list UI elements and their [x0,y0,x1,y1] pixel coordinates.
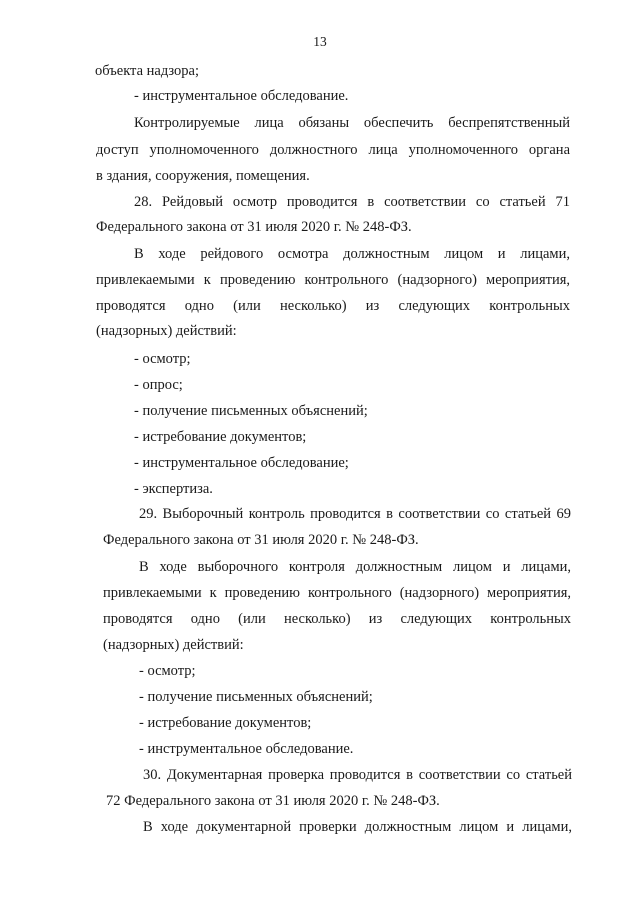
text-line: доступ уполномоченного должностного лица уполномоченного органа [96,142,570,158]
list-item: - опрос; [134,377,183,393]
list-item: - экспертиза. [134,481,213,497]
text-line: 30. Документарная проверка проводится в соответствии со статьей [143,767,572,783]
list-item: - осмотр; [134,351,191,367]
list-item: - инструментальное обследование. [134,88,349,104]
text-line: проводятся одно (или несколько) из следующих контрольных [103,611,571,627]
text-line: Контролируемые лица обязаны обеспечить беспрепятственный [134,115,570,131]
text-line: 28. Рейдовый осмотр проводится в соответствии со статьей 71 [134,194,570,210]
text-line: привлекаемыми к проведению контрольного (надзорного) мероприятия, [96,272,570,288]
list-item: - инструментальное обследование. [139,741,354,757]
list-item: - осмотр; [139,663,196,679]
text-line: 29. Выборочный контроль проводится в соответствии со статьей 69 [139,506,571,522]
list-item: - получение письменных объяснений; [139,689,373,705]
text-line: 72 Федерального закона от 31 июля 2020 г. № 248-ФЗ. [106,793,440,809]
text-line: (надзорных) действий: [96,323,237,339]
text-line: В ходе документарной проверки должностным лицом и лицами, [143,819,572,835]
text-line: привлекаемыми к проведению контрольного (надзорного) мероприятия, [103,585,571,601]
text-line: Федерального закона от 31 июля 2020 г. № 248-ФЗ. [96,219,412,235]
text-line: объекта надзора; [95,63,199,79]
text-line: Федерального закона от 31 июля 2020 г. № 248-ФЗ. [103,532,419,548]
text-line: (надзорных) действий: [103,637,244,653]
list-item: - истребование документов; [139,715,312,731]
list-item: - истребование документов; [134,429,307,445]
text-line: В ходе выборочного контроля должностным лицом и лицами, [139,559,571,575]
list-item: - получение письменных объяснений; [134,403,368,419]
text-line: в здания, сооружения, помещения. [96,168,310,184]
page-number: 13 [313,34,327,49]
text-line: В ходе рейдового осмотра должностным лицом и лицами, [134,246,570,262]
text-line: проводятся одно (или несколько) из следующих контрольных [96,298,570,314]
list-item: - инструментальное обследование; [134,455,349,471]
